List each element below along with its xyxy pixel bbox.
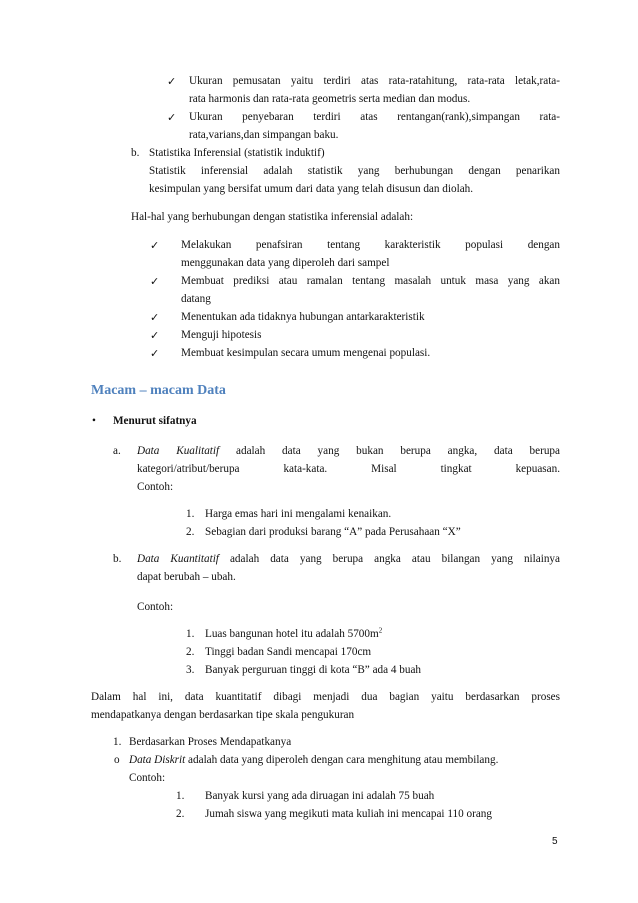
list-item: rata harmonis dan rata-rata geometris serta median dan modus. <box>189 93 471 105</box>
example-label: Contoh: <box>137 481 174 493</box>
list-item: Ukuran pemusatan yaitu terdiri atas rata-ratahitung, rata-rata letak,rata- <box>189 75 560 87</box>
example-number: 1. <box>186 628 195 640</box>
example-text: Jumah siswa yang megikuti mata kuliah ini mencapai 110 orang <box>205 808 492 820</box>
paragraph-line: kesimpulan yang bersifat umum dari data yang telah disusun dan diolah. <box>149 183 474 195</box>
superscript: 2 <box>378 626 383 635</box>
example-label: Contoh: <box>137 601 174 613</box>
term: Data Kualitatif <box>137 445 220 457</box>
subsection-title: Berdasarkan Proses Mendapatkanya <box>129 736 292 748</box>
subsection-title: Menurut sifatnya <box>113 415 197 427</box>
paragraph-line: Dalam hal ini, data kuantitatif dibagi menjadi dua bagian yaitu berdasarkan proses <box>91 691 560 703</box>
term: Data Diskrit <box>129 754 186 766</box>
checkmark-icon: ✓ <box>167 75 177 88</box>
list-item: rata,varians,dan simpangan baku. <box>189 129 339 141</box>
checkmark-icon: ✓ <box>150 311 160 324</box>
example-label: Contoh: <box>129 772 166 784</box>
checkmark-icon: ✓ <box>150 329 160 342</box>
checkmark-icon: ✓ <box>150 347 160 360</box>
example-text-body: Luas bangunan hotel itu adalah 5700m <box>205 628 379 640</box>
example-text: Sebagian dari produksi barang “A” pada Perusahaan “X” <box>205 526 461 538</box>
term: Data Kuantitatif <box>137 553 219 565</box>
example-number: 3. <box>186 664 195 676</box>
example-text: Tinggi badan Sandi mencapai 170cm <box>205 646 372 658</box>
section-title: Statistika Inferensial (statistik induktif) <box>149 147 325 159</box>
example-text: Harga emas hari ini mengalami kenaikan. <box>205 508 392 520</box>
definition-line <box>129 753 498 768</box>
list-item: menggunakan data yang diperoleh dari sampel <box>181 257 390 269</box>
checkmark-icon: ✓ <box>150 239 160 252</box>
bullet-icon: o <box>114 754 120 766</box>
list-item: Ukuran penyebaran terdiri atas rentangan(rank),simpangan rata- <box>189 111 560 123</box>
list-item: Membuat kesimpulan secara umum mengenai populasi. <box>181 347 431 359</box>
definition-line <box>137 444 560 459</box>
definition-line: dapat berubah – ubah. <box>137 571 236 583</box>
list-item: Melakukan penafsiran tentang karakteristik populasi dengan <box>181 239 560 251</box>
list-item: Membuat prediksi atau ramalan tentang masalah untuk masa yang akan <box>181 275 560 287</box>
section-heading: Macam – macam Data <box>91 383 226 398</box>
paragraph-line: Statistik inferensial adalah statistik yang berhubungan dengan penarikan <box>149 165 560 177</box>
item-marker: b. <box>113 553 122 565</box>
example-number: 2. <box>186 646 195 658</box>
item-marker: 1. <box>113 736 122 748</box>
paragraph-line: mendapatkanya dengan berdasarkan tipe skala pengukuran <box>91 709 355 721</box>
example-text: Banyak perguruan tinggi di kota “B” ada 4 buah <box>205 664 422 676</box>
example-number: 1. <box>186 508 195 520</box>
section-marker: b. <box>131 147 140 159</box>
item-marker: a. <box>113 445 121 457</box>
example-number: 2. <box>176 808 185 820</box>
list-item: Menentukan ada tidaknya hubungan antarkarakteristik <box>181 311 425 323</box>
definition-text: adalah data yang bukan berupa angka, data berupa <box>219 445 560 457</box>
example-number: 2. <box>186 526 195 538</box>
definition-text: adalah data yang berupa angka atau bilangan yang nilainya <box>218 553 560 565</box>
example-number: 1. <box>176 790 185 802</box>
bullet-icon: • <box>92 415 96 427</box>
list-item: datang <box>181 293 211 305</box>
list-item: Menguji hipotesis <box>181 329 262 341</box>
intro-text: Hal-hal yang berhubungan dengan statistika inferensial adalah: <box>131 211 414 223</box>
definition-line: kategori/atribut/berupa kata-kata. Misal tingkat kepuasan. <box>137 463 560 475</box>
example-text <box>205 627 382 642</box>
checkmark-icon: ✓ <box>167 111 177 124</box>
definition-text: adalah data yang diperoleh dengan cara menghitung atau membilang. <box>185 754 499 766</box>
example-text: Banyak kursi yang ada diruagan ini adalah 75 buah <box>205 790 435 802</box>
definition-line <box>137 552 560 567</box>
page-number: 5 <box>552 836 558 847</box>
checkmark-icon: ✓ <box>150 275 160 288</box>
